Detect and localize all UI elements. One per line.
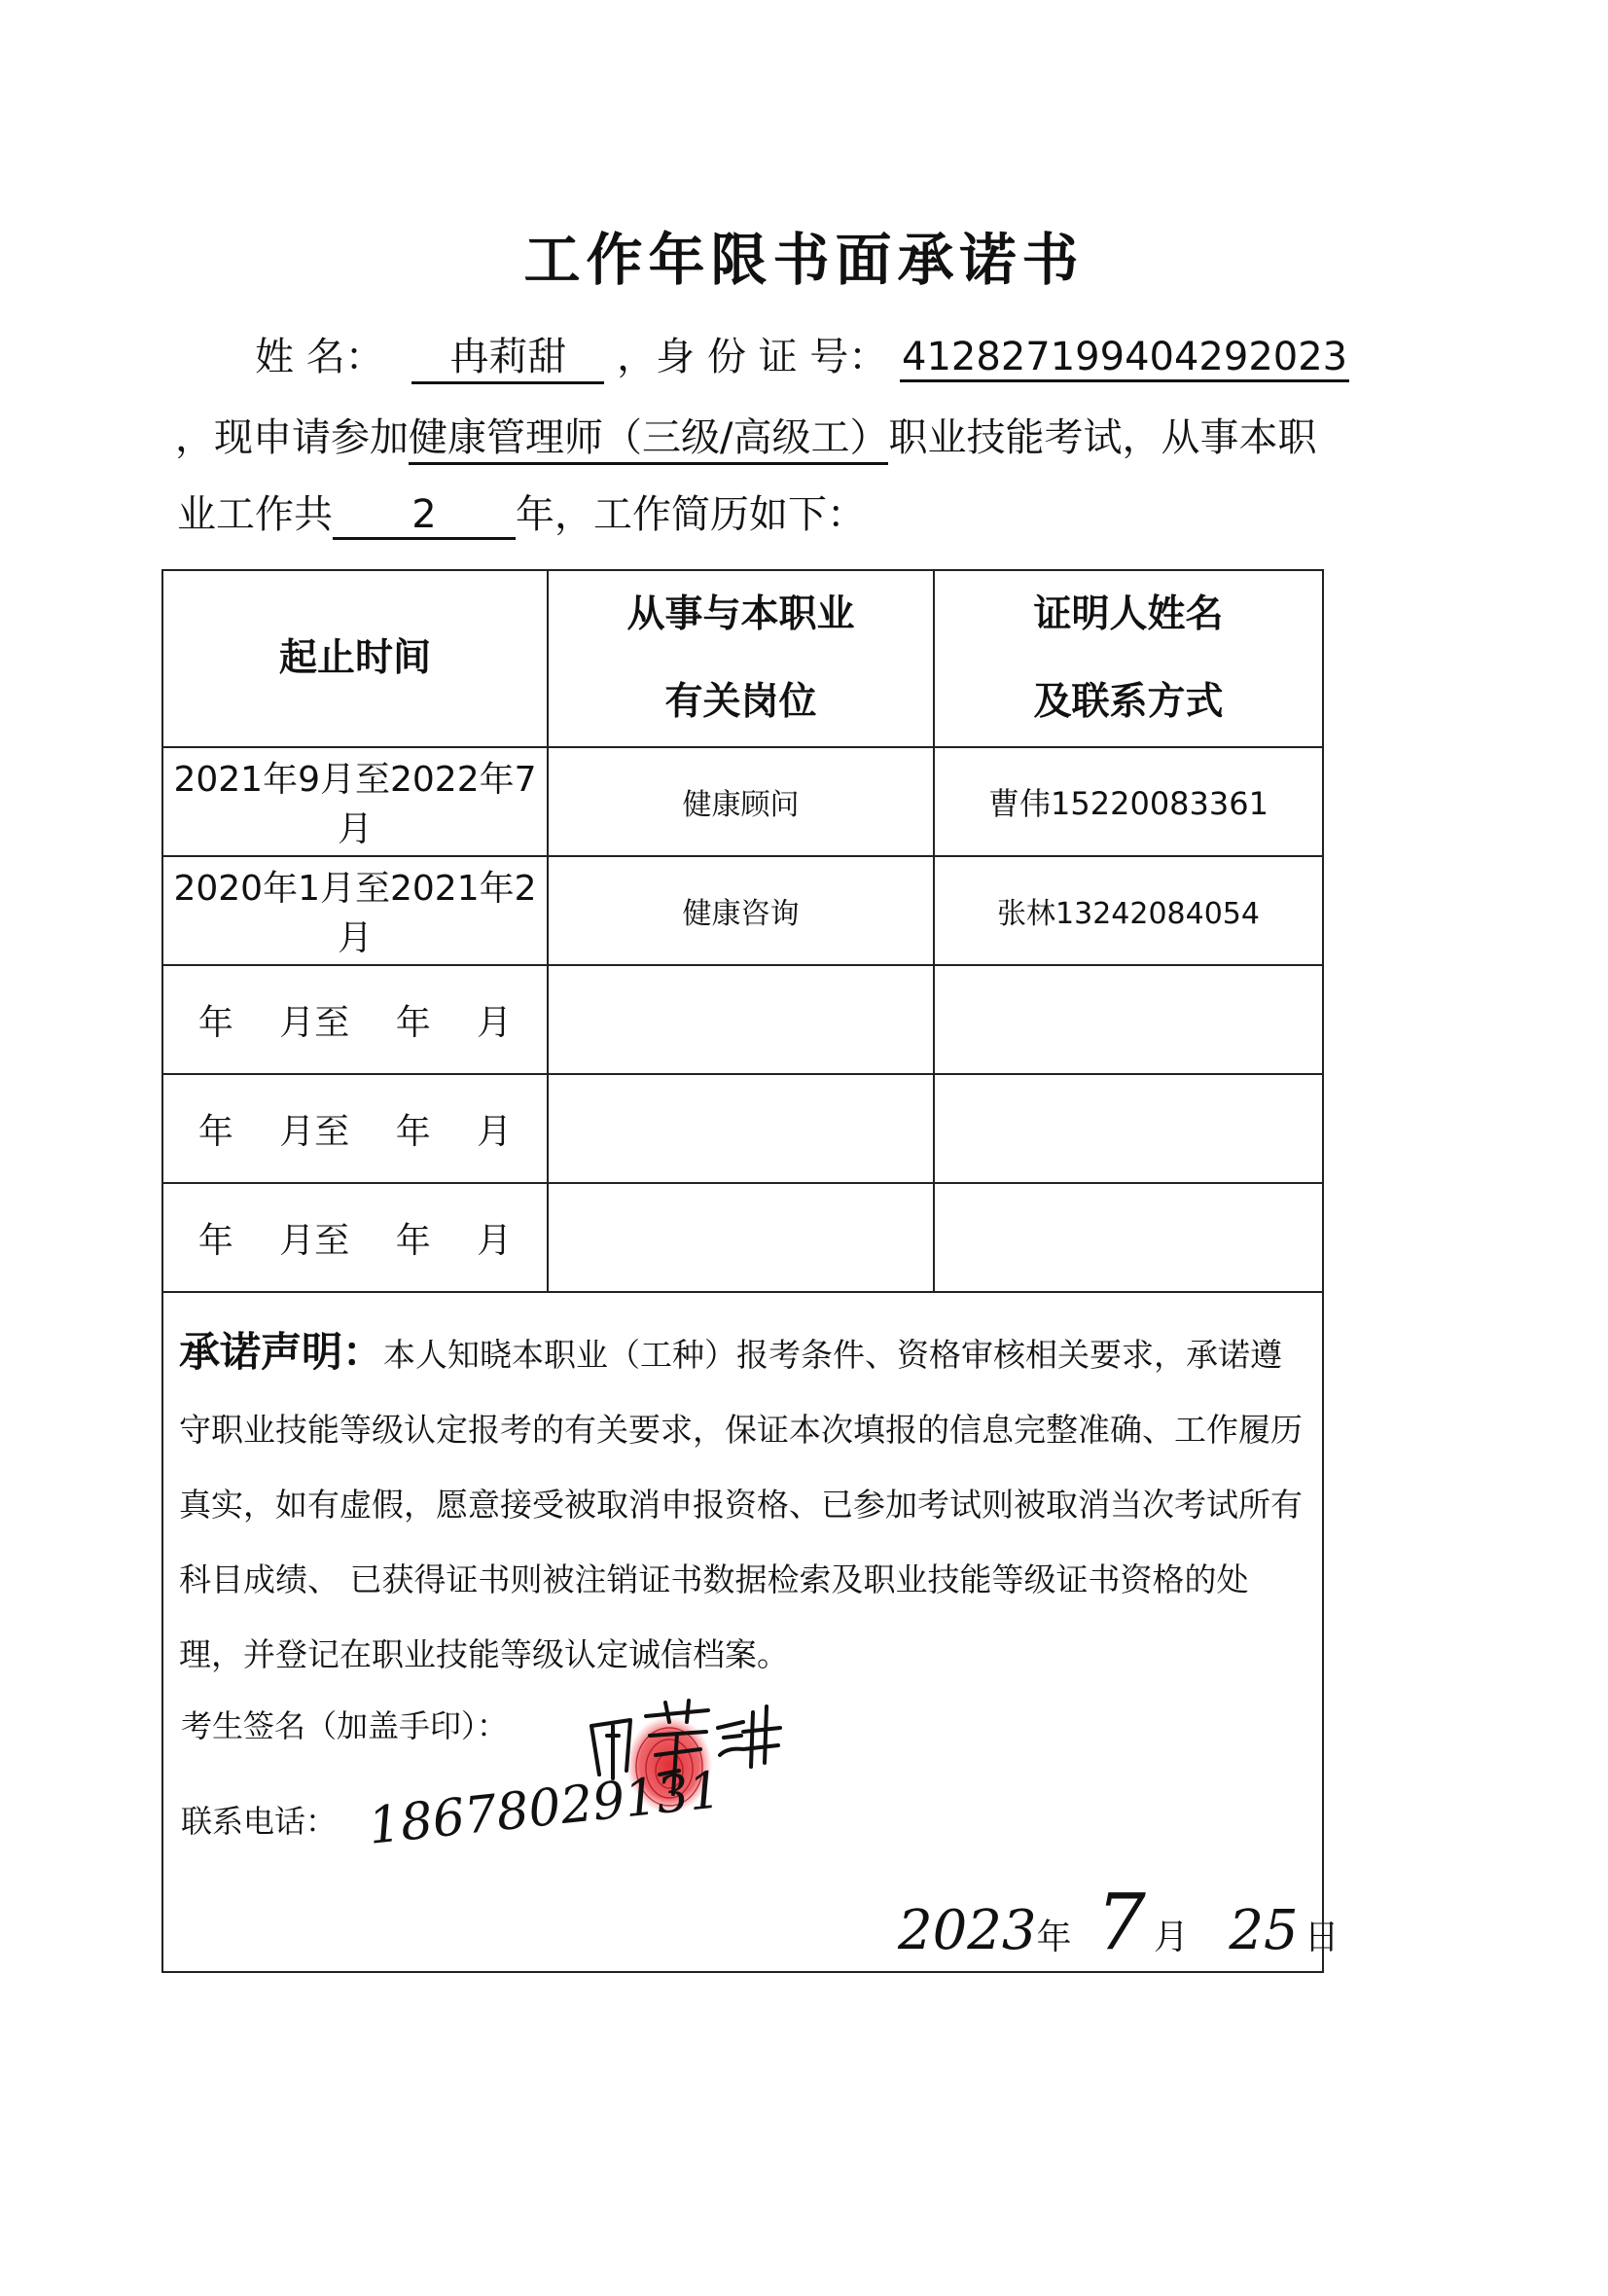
- row-position: [548, 965, 934, 1074]
- table-row: [162, 1183, 1323, 1292]
- signature-label: 考生签名（加盖手印）：: [181, 1707, 509, 1744]
- name-value: 冉莉甜: [411, 326, 604, 384]
- row-witness: [934, 1074, 1323, 1183]
- row-witness: [934, 1183, 1323, 1292]
- row-witness: 张林13242084054: [934, 856, 1323, 965]
- table-header-row: [162, 570, 1323, 747]
- header-witness-line1: 证明人姓名: [1033, 592, 1224, 636]
- date-month-unit: 月: [1153, 1918, 1189, 1957]
- exam-suffix: 职业技能考试，从事本职: [888, 415, 1317, 460]
- table-row: [162, 965, 1323, 1074]
- phone-label: 联系电话：: [181, 1803, 338, 1840]
- declaration-text-block: [179, 1314, 1307, 1692]
- id-value: 412827199404292023: [900, 335, 1349, 382]
- row-position: [548, 1074, 934, 1183]
- header-position: [548, 570, 934, 747]
- years-suffix: 年，工作简历如下：: [516, 492, 866, 537]
- date-day: 25: [1229, 1899, 1299, 1962]
- years-value: 2: [333, 492, 516, 540]
- header-position-line2: 有关岗位: [664, 680, 817, 724]
- table-row: [162, 747, 1323, 856]
- header-period: 起止时间: [162, 570, 548, 747]
- work-history-table: [161, 569, 1340, 1973]
- header-position-line1: 从事与本职业: [626, 592, 855, 636]
- row-period: 2020年1月至2021年2月: [162, 856, 548, 965]
- exam-line: [175, 407, 1316, 465]
- name-label: 姓 名：: [255, 335, 384, 379]
- table-row: [162, 856, 1323, 965]
- exam-prefix: ，现申请参加: [175, 415, 409, 460]
- row-period: 年 月至 年 月: [162, 1074, 548, 1183]
- row-period: 年 月至 年 月: [162, 965, 548, 1074]
- row-position: 健康顾问: [548, 747, 934, 856]
- id-label: ，身 份 证 号：: [617, 335, 888, 379]
- declaration-cell: [162, 1292, 1340, 1972]
- row-witness: [934, 965, 1323, 1074]
- date-year-unit: 年: [1036, 1918, 1072, 1957]
- declaration-row: [162, 1292, 1323, 1972]
- row-period: 2021年9月至2022年7月: [162, 747, 548, 856]
- years-prefix: 业工作共: [177, 492, 333, 537]
- date-day-unit: 日: [1304, 1918, 1340, 1957]
- header-witness-line2: 及联系方式: [1033, 680, 1224, 724]
- years-line: [177, 484, 866, 540]
- phone-value: 18678029131: [365, 1761, 725, 1856]
- date-year: 2023: [898, 1899, 1037, 1962]
- row-witness: 曹伟15220083361: [934, 747, 1323, 856]
- date-month: 7: [1095, 1877, 1146, 1967]
- row-position: 健康咨询: [548, 856, 934, 965]
- row-period: 年 月至 年 月: [162, 1183, 548, 1292]
- declaration-heading: 承诺声明：: [179, 1328, 384, 1376]
- declaration-body: 本人知晓本职业（工种）报考条件、资格审核相关要求，承诺遵守职业技能等级认定报考的有关要求，保证本次填报的信息完整准确、工作履历真实，如有虚假，愿意接受被取消申报资格、已参加考试则被取消当次考试所有科目成绩、 已获得证书则被注销证书数据检索及职业技能等级证书资格的处理，并登记在职业技能等级认定诚信档案。: [179, 1336, 1303, 1673]
- signature-date: [898, 1877, 1340, 1967]
- document-title: 工作年限书面承诺书: [523, 227, 1085, 293]
- header-witness: [934, 570, 1323, 747]
- row-position: [548, 1183, 934, 1292]
- exam-name: 健康管理师（三级/高级工）: [409, 407, 888, 465]
- name-id-line: [255, 326, 1349, 384]
- table-row: [162, 1074, 1323, 1183]
